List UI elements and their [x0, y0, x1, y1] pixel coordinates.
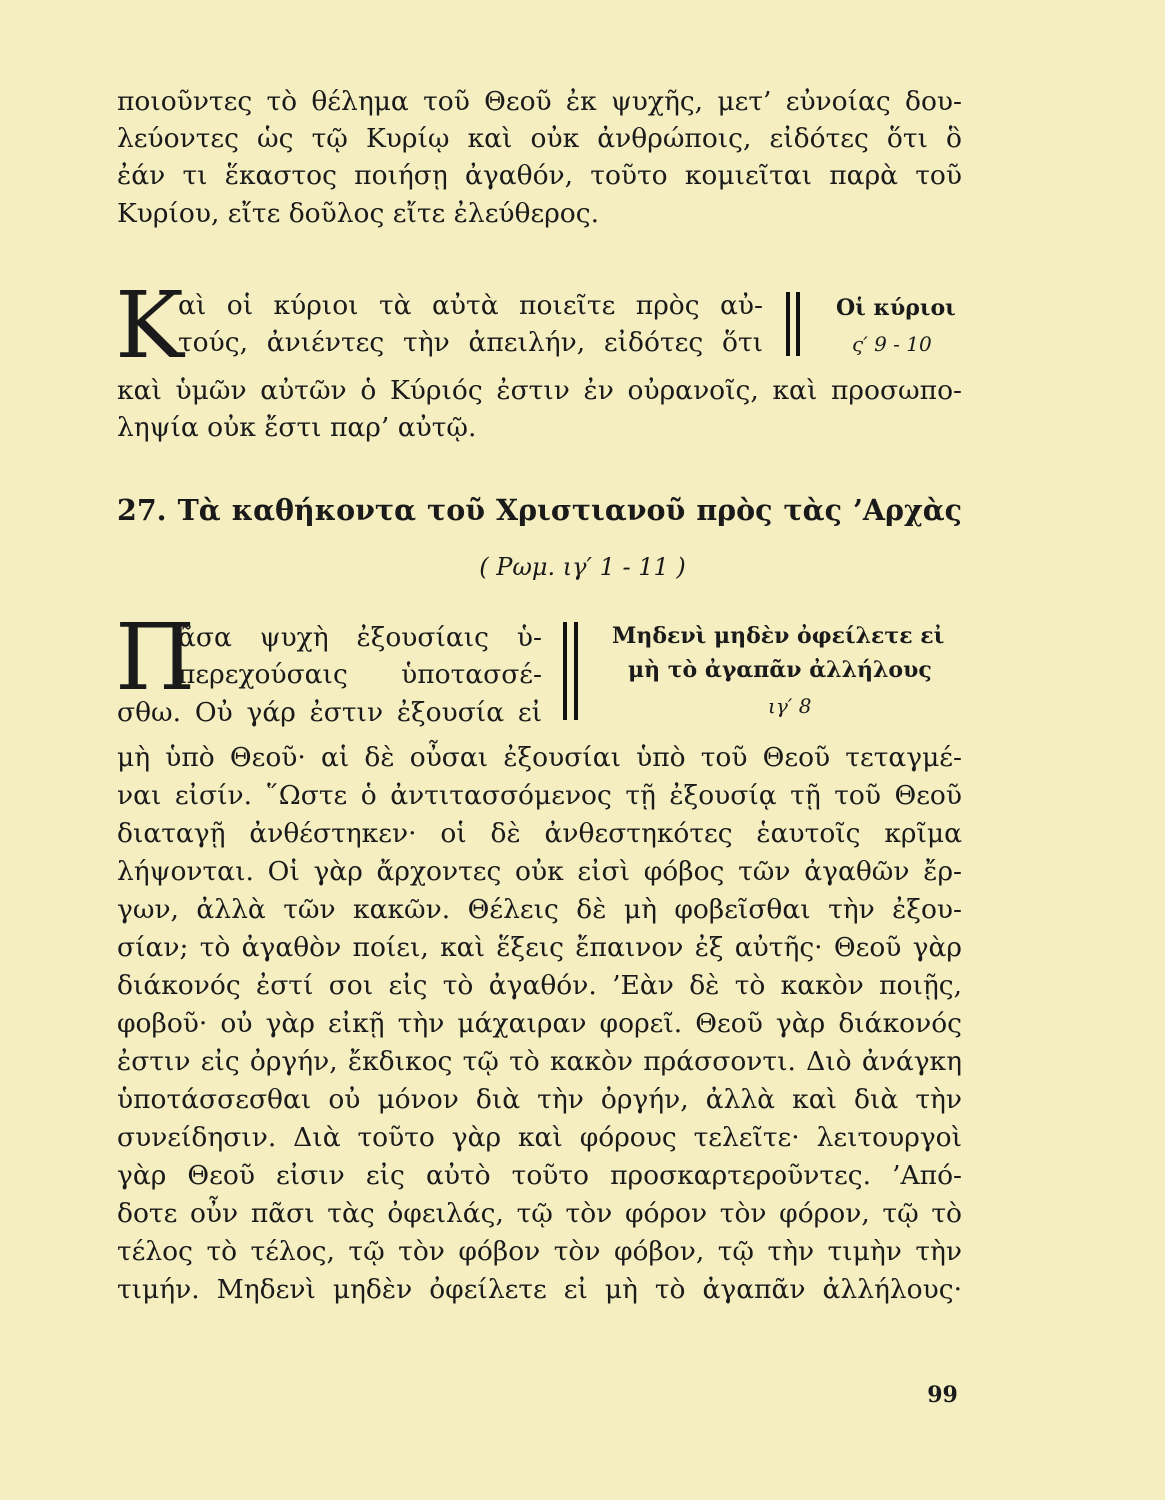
text-line: ᾶσα ψυχὴ ἐξουσίαις ὑ-	[178, 622, 542, 653]
sidenote-reference: ιγ′ 8	[768, 694, 812, 718]
text-line: τιμήν. Μηδενὶ μηδὲν ὀφείλετε εἰ μὴ τὸ ἀγαπᾶν ἀλλήλους·	[117, 1274, 962, 1305]
text-line: Κυρίου, εἴτε δοῦλος εἴτε ἐλεύθερος.	[117, 198, 600, 229]
text-line: σθω. Οὐ γάρ ἐστιν ἐξουσία εἰ	[117, 697, 542, 728]
text-line: δοτε οὖν πᾶσι τὰς ὀφειλάς, τῷ τὸν φόρον τὸν φόρον, τῷ τὸ	[117, 1198, 962, 1229]
drop-cap: Π	[115, 604, 196, 711]
page-number: 99	[927, 1382, 958, 1408]
sidenote-reference: ς′ 9 - 10	[852, 332, 932, 356]
text-line: γὰρ Θεοῦ εἰσιν εἰς αὐτὸ τοῦτο προσκαρτεροῦντες. ’Από-	[117, 1160, 962, 1191]
margin-rule	[563, 622, 567, 720]
text-line: τέλος τὸ τέλος, τῷ τὸν φόβον τὸν φόβον, τῷ τὴν τιμὴν τὴν	[117, 1236, 962, 1267]
margin-rule	[786, 292, 790, 356]
text-line: ναι εἰσίν. ῞Ωστε ὁ ἀντιτασσόμενος τῇ ἐξουσίᾳ τῇ τοῦ Θεοῦ	[117, 780, 962, 811]
text-line: διαταγῇ ἀνθέστηκεν· οἱ δὲ ἀνθεστηκότες ἑαυτοῖς κρῖμα	[117, 818, 962, 849]
section-heading: 27. Τὰ καθήκοντα τοῦ Χριστιανοῦ πρὸς τὰς ’Αρχὰς	[117, 493, 962, 527]
margin-rule	[574, 622, 578, 720]
text-line: συνείδησιν. Διὰ τοῦτο γὰρ καὶ φόρους τελεῖτε· λειτουργοὶ	[117, 1122, 962, 1153]
text-line: φοβοῦ· οὐ γὰρ εἰκῇ τὴν μάχαιραν φορεῖ. Θεοῦ γὰρ διάκονός	[117, 1008, 962, 1039]
text-line: ἐστιν εἰς ὀργήν, ἔκδικος τῷ τὸ κακὸν πράσσοντι. Διὸ ἀνάγκη	[117, 1046, 962, 1077]
sidenote-title: Οἱ κύριοι	[836, 295, 956, 321]
drop-cap: Κ	[115, 272, 184, 379]
text-line: λεύοντες ὡς τῷ Κυρίῳ καὶ οὐκ ἀνθρώποις, εἰδότες ὅτι ὃ	[117, 123, 962, 154]
text-line: καὶ ὑμῶν αὐτῶν ὁ Κύριός ἐστιν ἐν οὐρανοῖς, καὶ προσωπο-	[117, 375, 962, 406]
text-line: αὶ οἱ κύριοι τὰ αὐτὰ ποιεῖτε πρὸς αὐ-	[178, 290, 763, 321]
text-line: διάκονός ἐστί σοι εἰς τὸ ἀγαθόν. ’Εὰν δὲ τὸ κακὸν ποιῇς,	[117, 970, 962, 1001]
text-line: γων, ἀλλὰ τῶν κακῶν. Θέλεις δὲ μὴ φοβεῖσθαι τὴν ἐξου-	[117, 894, 962, 925]
sidenote-line: μὴ τὸ ἀγαπᾶν ἀλλήλους	[628, 657, 932, 683]
sidenote-line: Μηδενὶ μηδὲν ὀφείλετε εἰ	[612, 623, 945, 649]
text-line: μὴ ὑπὸ Θεοῦ· αἱ δὲ οὖσαι ἐξουσίαι ὑπὸ τοῦ Θεοῦ τεταγμέ-	[117, 742, 962, 773]
text-line: τούς, ἀνιέντες τὴν ἀπειλήν, εἰδότες ὅτι	[178, 327, 763, 358]
text-line: ἐάν τι ἕκαστος ποιήσῃ ἀγαθόν, τοῦτο κομιεῖται παρὰ τοῦ	[117, 160, 962, 191]
text-line: λήψονται. Οἱ γὰρ ἄρχοντες οὐκ εἰσὶ φόβος τῶν ἀγαθῶν ἔρ-	[117, 856, 962, 887]
margin-rule	[796, 292, 800, 356]
section-reference: ( Ρωμ. ιγ′ 1 - 11 )	[479, 553, 686, 581]
text-line: ληψία οὐκ ἔστι παρ’ αὐτῷ.	[117, 412, 477, 443]
text-line: ὑποτάσσεσθαι οὐ μόνον διὰ τὴν ὀργήν, ἀλλὰ καὶ διὰ τὴν	[117, 1084, 962, 1115]
text-line: ποιοῦντες τὸ θέλημα τοῦ Θεοῦ ἐκ ψυχῆς, μετ’ εὐνοίας δου-	[117, 86, 962, 117]
text-line: περεχούσαις ὑποτασσέ-	[178, 659, 542, 690]
text-line: σίαν; τὸ ἀγαθὸν ποίει, καὶ ἕξεις ἔπαινον ἐξ αὐτῆς· Θεοῦ γὰρ	[117, 932, 962, 963]
